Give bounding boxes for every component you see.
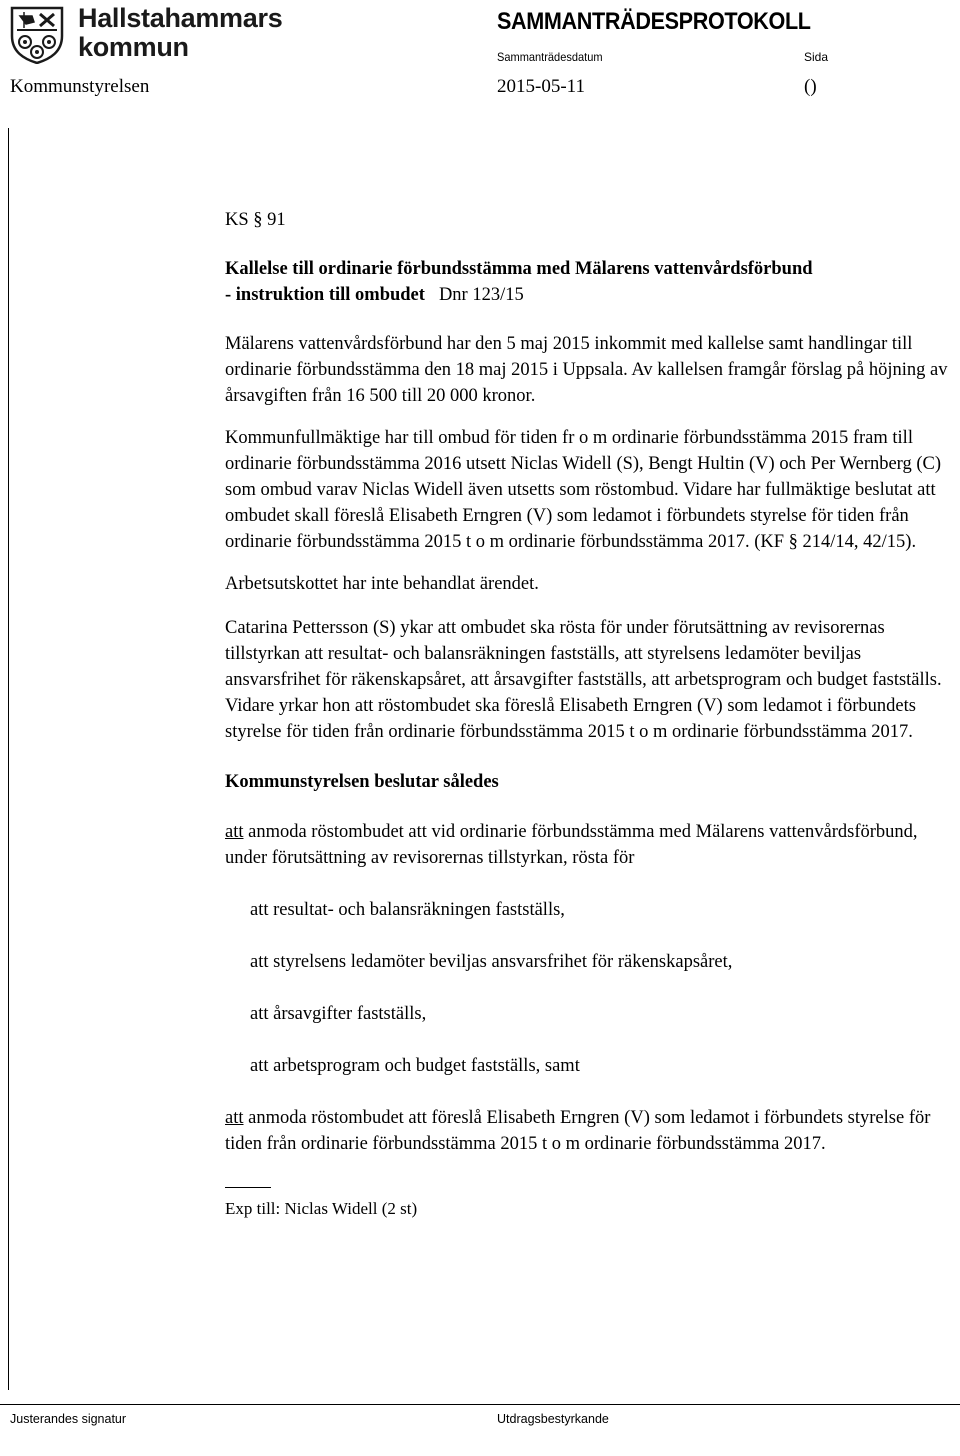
att-keyword: att [225, 822, 244, 842]
municipality-coat-of-arms-logo [10, 6, 64, 64]
decision-intro [225, 819, 950, 871]
distribution-rule [225, 1187, 271, 1188]
committee-name: Kommunstyrelsen [10, 76, 150, 97]
paragraph-motion: Catarina Pettersson (S) ykar att ombudet ska rösta för under förutsättning av revisorernas tillstyrkan att resultat- och balansräkningen fastställs, att styrelsens ledamöter beviljas ansvarsfrihet för räkenskapsåret, att årsavgifter fastställs, att arbetsprogram och budget fastställs. Vidare yrkar hon att röstombudet ska föreslå Elisabeth Erngren (V) som ledamot i förbundets styrelse för tiden från ordinarie förbundsstämma 2015 t o m ordinarie förbundsstämma 2017. [225, 618, 942, 742]
decision-closing-text: anmoda röstombudet att föreslå Elisabeth Erngren (V) som ledamot i förbundets styrelse för tiden från ordinarie förbundsstämma 2015 t o m ordinarie förbundsstämma 2017. [225, 1108, 931, 1154]
organization-name-line1: Hallstahammars [78, 3, 283, 33]
decision-item: att resultat- och balansräkningen fastställs, [250, 900, 565, 920]
section-heading [225, 256, 950, 308]
extract-verification-caption: Utdragsbestyrkande [497, 1412, 609, 1426]
decision-closing [225, 1105, 950, 1157]
section-heading-line2: - instruktion till ombudet [225, 285, 425, 305]
section-heading-line1: Kallelse till ordinarie förbundsstämma med Mälarens vattenvårdsförbund [225, 259, 813, 279]
section-number: KS § 91 [225, 210, 286, 230]
decision-item: att årsavgifter fastställs, [250, 1004, 427, 1024]
meeting-date-caption: Sammanträdesdatum [497, 50, 603, 64]
page-number: () [804, 76, 817, 97]
decision-item: att styrelsens ledamöter beviljas ansvarsfrihet för räkenskapsåret, [250, 952, 733, 972]
document-type-title: SAMMANTRÄDESPROTOKOLL [497, 8, 811, 35]
paragraph-background: Mälarens vattenvårdsförbund har den 5 maj 2015 inkommit med kallelse samt handlingar till ordinarie förbundsstämma den 18 maj 2015 i Uppsala. Av kallelsen framgår förslag på höjning av årsavgiften från 16 500 till 20 000 kronor. [225, 334, 948, 406]
decision-heading: Kommunstyrelsen beslutar således [225, 772, 499, 792]
distribution-note: Exp till: Niclas Widell (2 st) [225, 1199, 418, 1218]
page-caption: Sida [804, 50, 829, 64]
organization-name [78, 4, 282, 62]
organization-name-line2: kommun [78, 32, 189, 62]
decision-intro-text: anmoda röstombudet att vid ordinarie förbundsstämma med Mälarens vattenvårdsförbund, under förutsättning av revisorernas tillstyrkan, rösta för [225, 822, 918, 868]
att-keyword: att [225, 1108, 244, 1128]
registration-number: Dnr 123/15 [438, 285, 524, 305]
meeting-date: 2015-05-11 [497, 76, 585, 97]
footer-rule [0, 1404, 960, 1405]
paragraph-committee-note: Arbetsutskottet har inte behandlat ärendet. [225, 574, 539, 594]
signature-caption: Justerandes signatur [10, 1412, 127, 1426]
minutes-content [225, 207, 950, 1222]
paragraph-council-decision: Kommunfullmäktige har till ombud för tiden fr o m ordinarie förbundsstämma 2015 fram till ordinarie förbundsstämma 2016 utsett Niclas Widell (S), Bengt Hultin (V) och Per Wernberg (C) som ombud varav Niclas Widell även utsetts som röstombud. Vidare har fullmäktige beslutat att ombudet skall föreslå Elisabeth Erngren (V) som ledamot i förbundets styrelse för tiden från ordinarie förbundsstämma 2015 t o m ordinarie förbundsstämma 2017. (KF § 214/14, 42/15). [225, 428, 942, 552]
decision-item: att arbetsprogram och budget fastställs, samt [250, 1056, 580, 1076]
left-margin-rule [8, 128, 9, 1390]
